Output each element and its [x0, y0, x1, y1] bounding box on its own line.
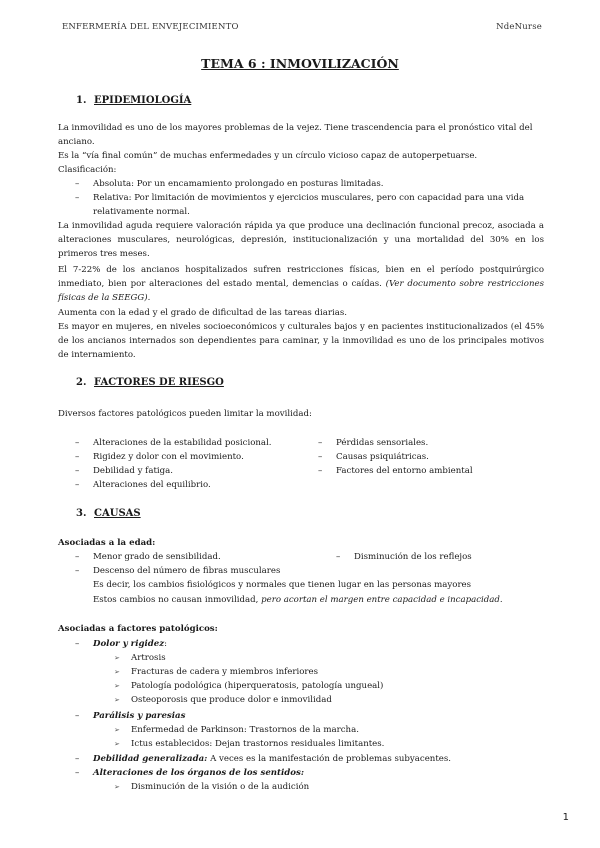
dash-bullet: – — [75, 768, 80, 778]
section-number: 2. — [76, 377, 87, 388]
list-item: Descenso del número de fibras musculares — [93, 566, 281, 576]
list-item: Relativa: Por limitación de movimientos y ejercicios musculares, pero con capacidad para una vida — [93, 193, 525, 203]
arrow-bullet-icon: ➢ — [114, 654, 120, 662]
paragraph: Aumenta con la edad y el grado de dificultad de las tareas diarias. — [58, 308, 347, 318]
sub-list-item: Fracturas de cadera y miembros inferiores — [131, 667, 319, 677]
subheading: Asociadas a la edad: — [58, 538, 156, 548]
arrow-bullet-icon: ➢ — [114, 682, 120, 690]
paragraph: Es mayor en mujeres, en niveles socioeconómicos y culturales bajos y en pacientes institucionalizados (el 45% de los ancianos internados son dependientes para caminar, y la inmovilidad es uno de los principales motivos de internamiento. — [58, 322, 544, 360]
paragraph: Clasificación: — [58, 165, 117, 175]
paragraph: La inmovilidad aguda requiere valoración rápida ya que produce una declinación funcional precoz, asociada a alteraciones musculares, neurológicas, depresión, institucionalización y una mortalidad del 30% en los primeros tres meses. — [58, 221, 544, 259]
header-right: NdeNurse — [496, 22, 542, 32]
paragraph: Es la “vía final común” de muchas enfermedades y un círculo vicioso capaz de autoperpetuarse. — [58, 151, 478, 161]
page-title: TEMA 6 : INMOVILIZACIÓN — [201, 56, 399, 71]
section-heading-epidemiologia — [62, 95, 191, 106]
arrow-bullet-icon: ➢ — [114, 726, 120, 734]
section-title: FACTORES DE RIESGO — [94, 377, 224, 388]
paragraph-text: El 7-22% de los ancianos hospitalizados sufren restricciones físicas, bien en el período postquirúrgico inmediato, bien por alteraciones del estado mental, demencias o caídas. — [58, 265, 544, 289]
dash-bullet: – — [336, 552, 341, 562]
header-left: ENFERMERÍA DEL ENVEJECIMIENTO — [62, 22, 239, 32]
dash-bullet: – — [75, 711, 80, 721]
list-item: Causas psiquiátricas. — [336, 452, 429, 462]
dash-bullet: – — [318, 466, 323, 476]
group-heading — [93, 752, 451, 766]
sub-list-item: Ictus establecidos: Dejan trastornos residuales limitantes. — [131, 739, 385, 749]
dash-bullet: – — [75, 193, 80, 203]
dash-bullet: – — [75, 466, 80, 476]
section-number: 1. — [76, 95, 87, 106]
section-title: EPIDEMIOLOGÍA — [94, 95, 192, 106]
list-item: Debilidad y fatiga. — [93, 466, 174, 476]
dash-bullet: – — [318, 438, 323, 448]
list-item: Disminución de los reflejos — [354, 552, 472, 562]
section-number: 3. — [76, 508, 87, 519]
arrow-bullet-icon: ➢ — [114, 783, 120, 791]
group-heading-text: Debilidad generalizada: — [93, 754, 208, 764]
arrow-bullet-icon: ➢ — [114, 740, 120, 748]
subheading: Asociadas a factores patológicos: — [58, 624, 218, 634]
list-item: Alteraciones de la estabilidad posicional. — [93, 438, 272, 448]
list-item: Factores del entorno ambiental — [336, 466, 473, 476]
note-emphasis: pero acortan el margen entre capacidad e incapacidad. — [261, 595, 503, 605]
list-item: Rigidez y dolor con el movimiento. — [93, 452, 244, 462]
group-heading — [93, 637, 167, 651]
section-title: CAUSAS — [94, 508, 141, 519]
document-reference: (Ver documento sobre restricciones físicas de la SEEGG). — [58, 279, 544, 303]
list-item: Pérdidas sensoriales. — [336, 438, 429, 448]
arrow-bullet-icon: ➢ — [114, 668, 120, 676]
paragraph — [58, 263, 544, 305]
paragraph: Diversos factores patológicos pueden limitar la movilidad: — [58, 409, 312, 419]
dash-bullet: – — [75, 480, 80, 490]
sub-list-item: Artrosis — [131, 653, 166, 663]
sub-list-item: Osteoporosis que produce dolor e inmovilidad — [131, 695, 332, 705]
section-heading-causas — [62, 508, 141, 519]
arrow-bullet-icon: ➢ — [114, 696, 120, 704]
sub-list-item: Disminución de la visión o de la audición — [131, 782, 310, 792]
dash-bullet: – — [75, 754, 80, 764]
note-text: Estos cambios no causan inmovilidad, — [93, 595, 259, 605]
group-heading: Parálisis y paresias — [93, 711, 186, 721]
group-heading: Alteraciones de los órganos de los sentidos: — [93, 768, 305, 778]
section-heading-factores — [62, 377, 224, 388]
sub-list-item: Enfermedad de Parkinson: Trastornos de la marcha. — [131, 725, 359, 735]
list-item-continuation: relativamente normal. — [93, 207, 190, 217]
dash-bullet: – — [75, 179, 80, 189]
group-description: A veces es la manifestación de problemas subyacentes. — [210, 754, 452, 764]
note-line: Es decir, los cambios fisiológicos y normales que tienen lugar en las personas mayores — [93, 580, 472, 590]
dash-bullet: – — [318, 452, 323, 462]
dash-bullet: – — [75, 438, 80, 448]
dash-bullet: – — [75, 566, 80, 576]
dash-bullet: – — [75, 552, 80, 562]
note-line — [93, 593, 503, 607]
dash-bullet: – — [75, 452, 80, 462]
list-item: Absoluta: Por un encamamiento prolongado en posturas limitadas. — [93, 179, 384, 189]
sub-list-item: Patología podológica (hiperqueratosis, patología ungueal) — [131, 681, 384, 691]
list-item: Alteraciones del equilibrio. — [93, 480, 211, 490]
list-item: Menor grado de sensibilidad. — [93, 552, 221, 562]
paragraph: La inmovilidad es uno de los mayores problemas de la vejez. Tiene trascendencia para el pronóstico vital del anciano. — [58, 123, 533, 147]
page-number: 1 — [562, 812, 569, 823]
group-heading-text: Dolor y rigidez — [93, 639, 165, 649]
group-heading-colon: : — [164, 639, 168, 649]
dash-bullet: – — [75, 639, 80, 649]
